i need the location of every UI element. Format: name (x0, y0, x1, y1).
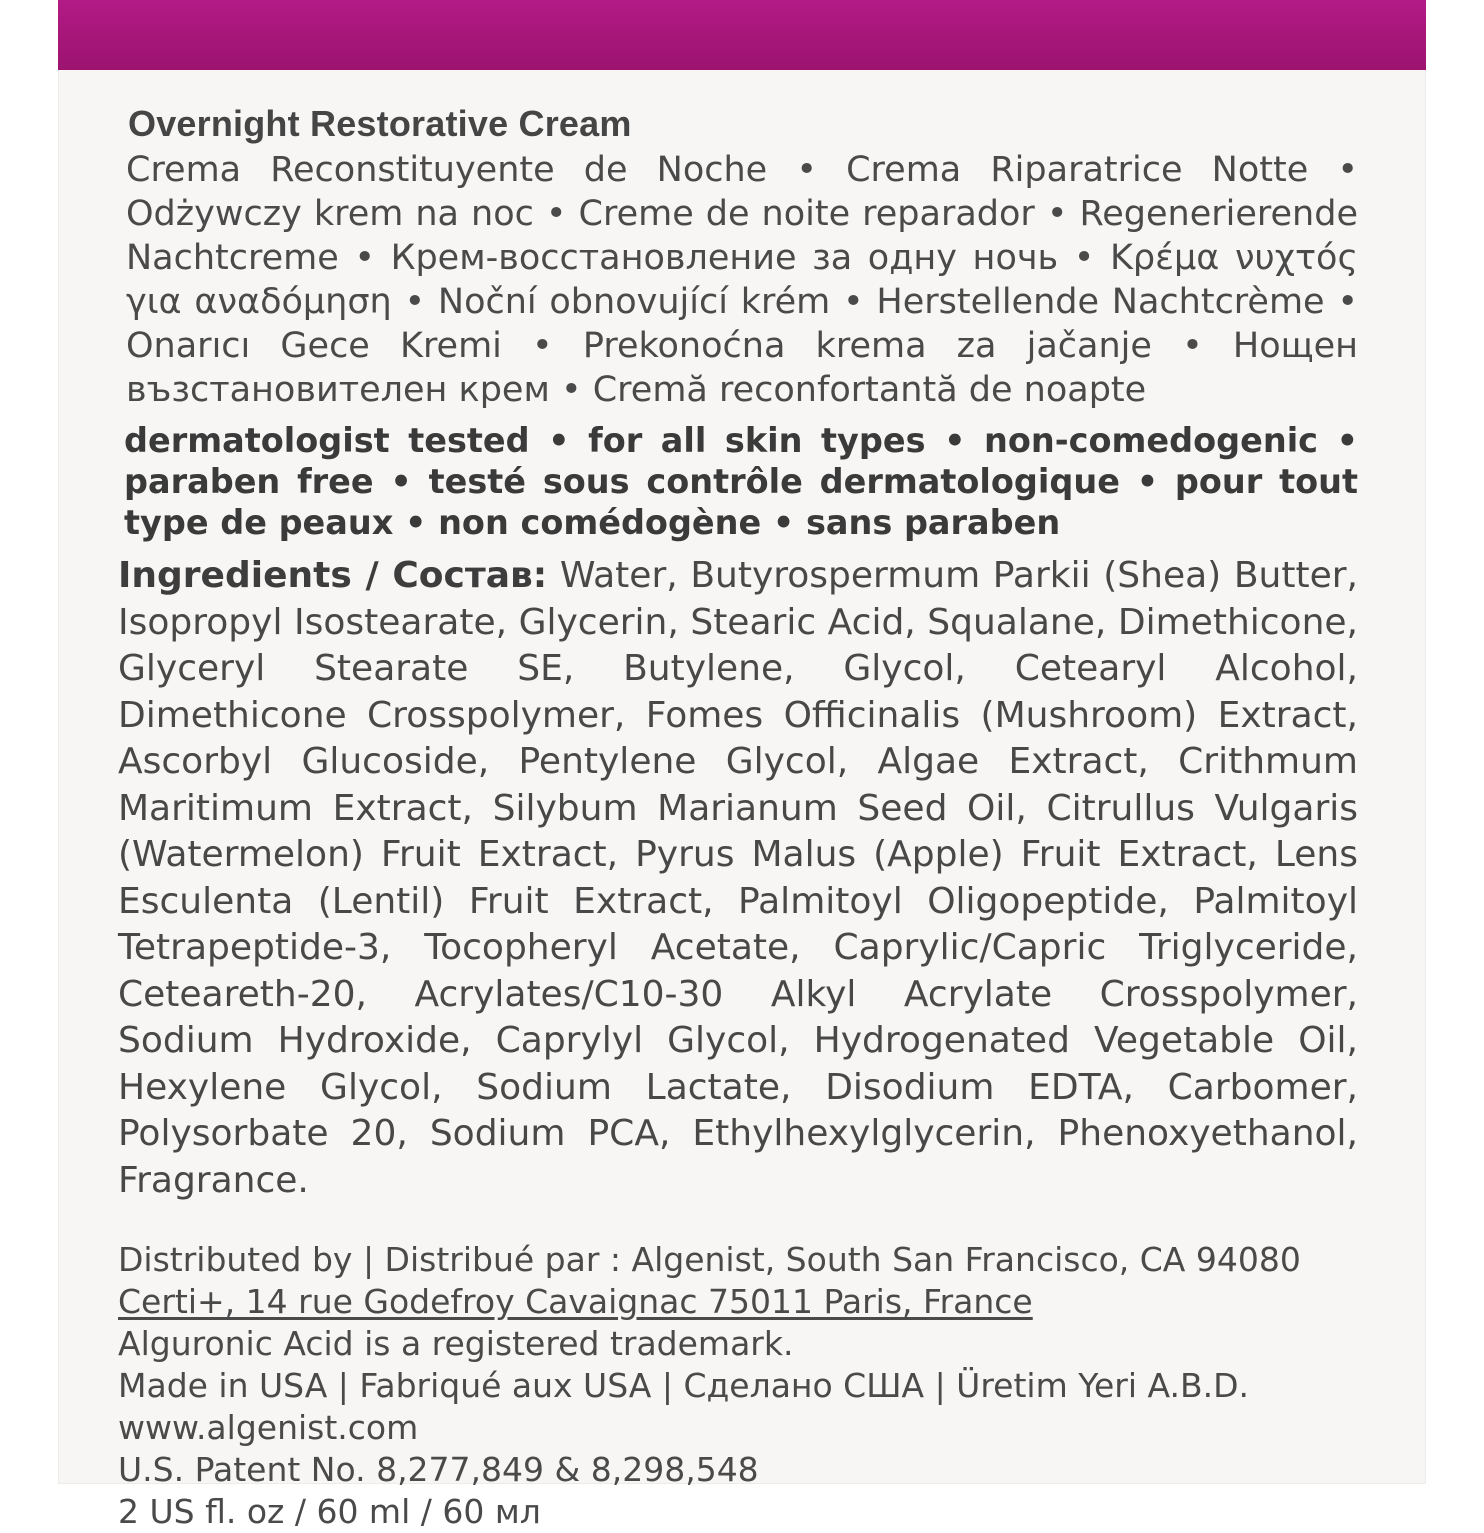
trademark-line: Alguronic Acid is a registered trademark. (118, 1324, 794, 1363)
label-content (118, 100, 1358, 1533)
product-title: Overnight Restorative Cream (128, 103, 632, 144)
ingredients-label: Ingredients / Состав: (118, 555, 548, 596)
website-line: www.algenist.com (118, 1408, 419, 1447)
eu-address-line: Certi+, 14 rue Godefroy Cavaignac 75011 Paris, France (118, 1282, 1033, 1321)
distributor-line: Distributed by | Distribué par : Algenist, South San Francisco, CA 94080 (118, 1240, 1301, 1279)
patent-line: U.S. Patent No. 8,277,849 & 8,298,548 (118, 1450, 759, 1489)
product-name-translations: Crema Reconstituyente de Noche • Crema Riparatrice Notte • Odżywczy krem na noc • Creme de noite reparador • Regenerierende Nachtcreme • Крем-восстановление за одну ночь • Κρέμα νυχτός για αναδόμηση • Noční obnovující krém • Herstellende Nachtcrème • Onarıcı Gece Kremi • Prekonoćna krema za jačanje • Нощен възстановителен крем • Cremă reconfortantă de noapte (126, 150, 1358, 410)
origin-line: Made in USA | Fabriqué aux USA | Сделано США | Üretim Yeri A.B.D. (118, 1366, 1250, 1405)
ingredients-list: Water, Butyrospermum Parkii (Shea) Butter, Isopropyl Isostearate, Glycerin, Stearic Acid, Squalane, Dimethicone, Glyceryl Stearate SE, Butylene, Glycol, Cetearyl Alcohol, Dimethicone Crosspolymer, Fomes Officinalis (Mushroom) Extract, Ascorbyl Glucoside, Pentylene Glycol, Algae Extract, Crithmum Maritimum Extract, Silybum Marianum Seed Oil, Citrullus Vulgaris (Watermelon) Fruit Extract, Pyrus Malus (Apple) Fruit Extract, Lens Esculenta (Lentil) Fruit Extract, Palmitoyl Oligopeptide, Palmitoyl Tetrapeptide-3, Tocopheryl Acetate, Caprylic/Capric Triglyceride, Ceteareth-20, Acrylates/C10-30 Alkyl Acrylate Crosspolymer, Sodium Hydroxide, Caprylyl Glycol, Hydrogenated Vegetable Oil, Hexylene Glycol, Sodium Lactate, Disodium EDTA, Carbomer, Polysorbate 20, Sodium PCA, Ethylhexylglycerin, Phenoxyethanol, Fragrance. (118, 555, 1358, 1201)
ingredients-section (118, 553, 1358, 1204)
size-line: 2 US fl. oz / 60 ml / 60 мл (118, 1492, 541, 1531)
footer-info (118, 1239, 1358, 1533)
brand-color-band (58, 0, 1426, 70)
product-claims: dermatologist tested • for all skin types • non-comedogenic • paraben free • testé sous contrôle dermatologique • pour tout type de peaux • non comédogène • sans paraben (124, 421, 1358, 542)
